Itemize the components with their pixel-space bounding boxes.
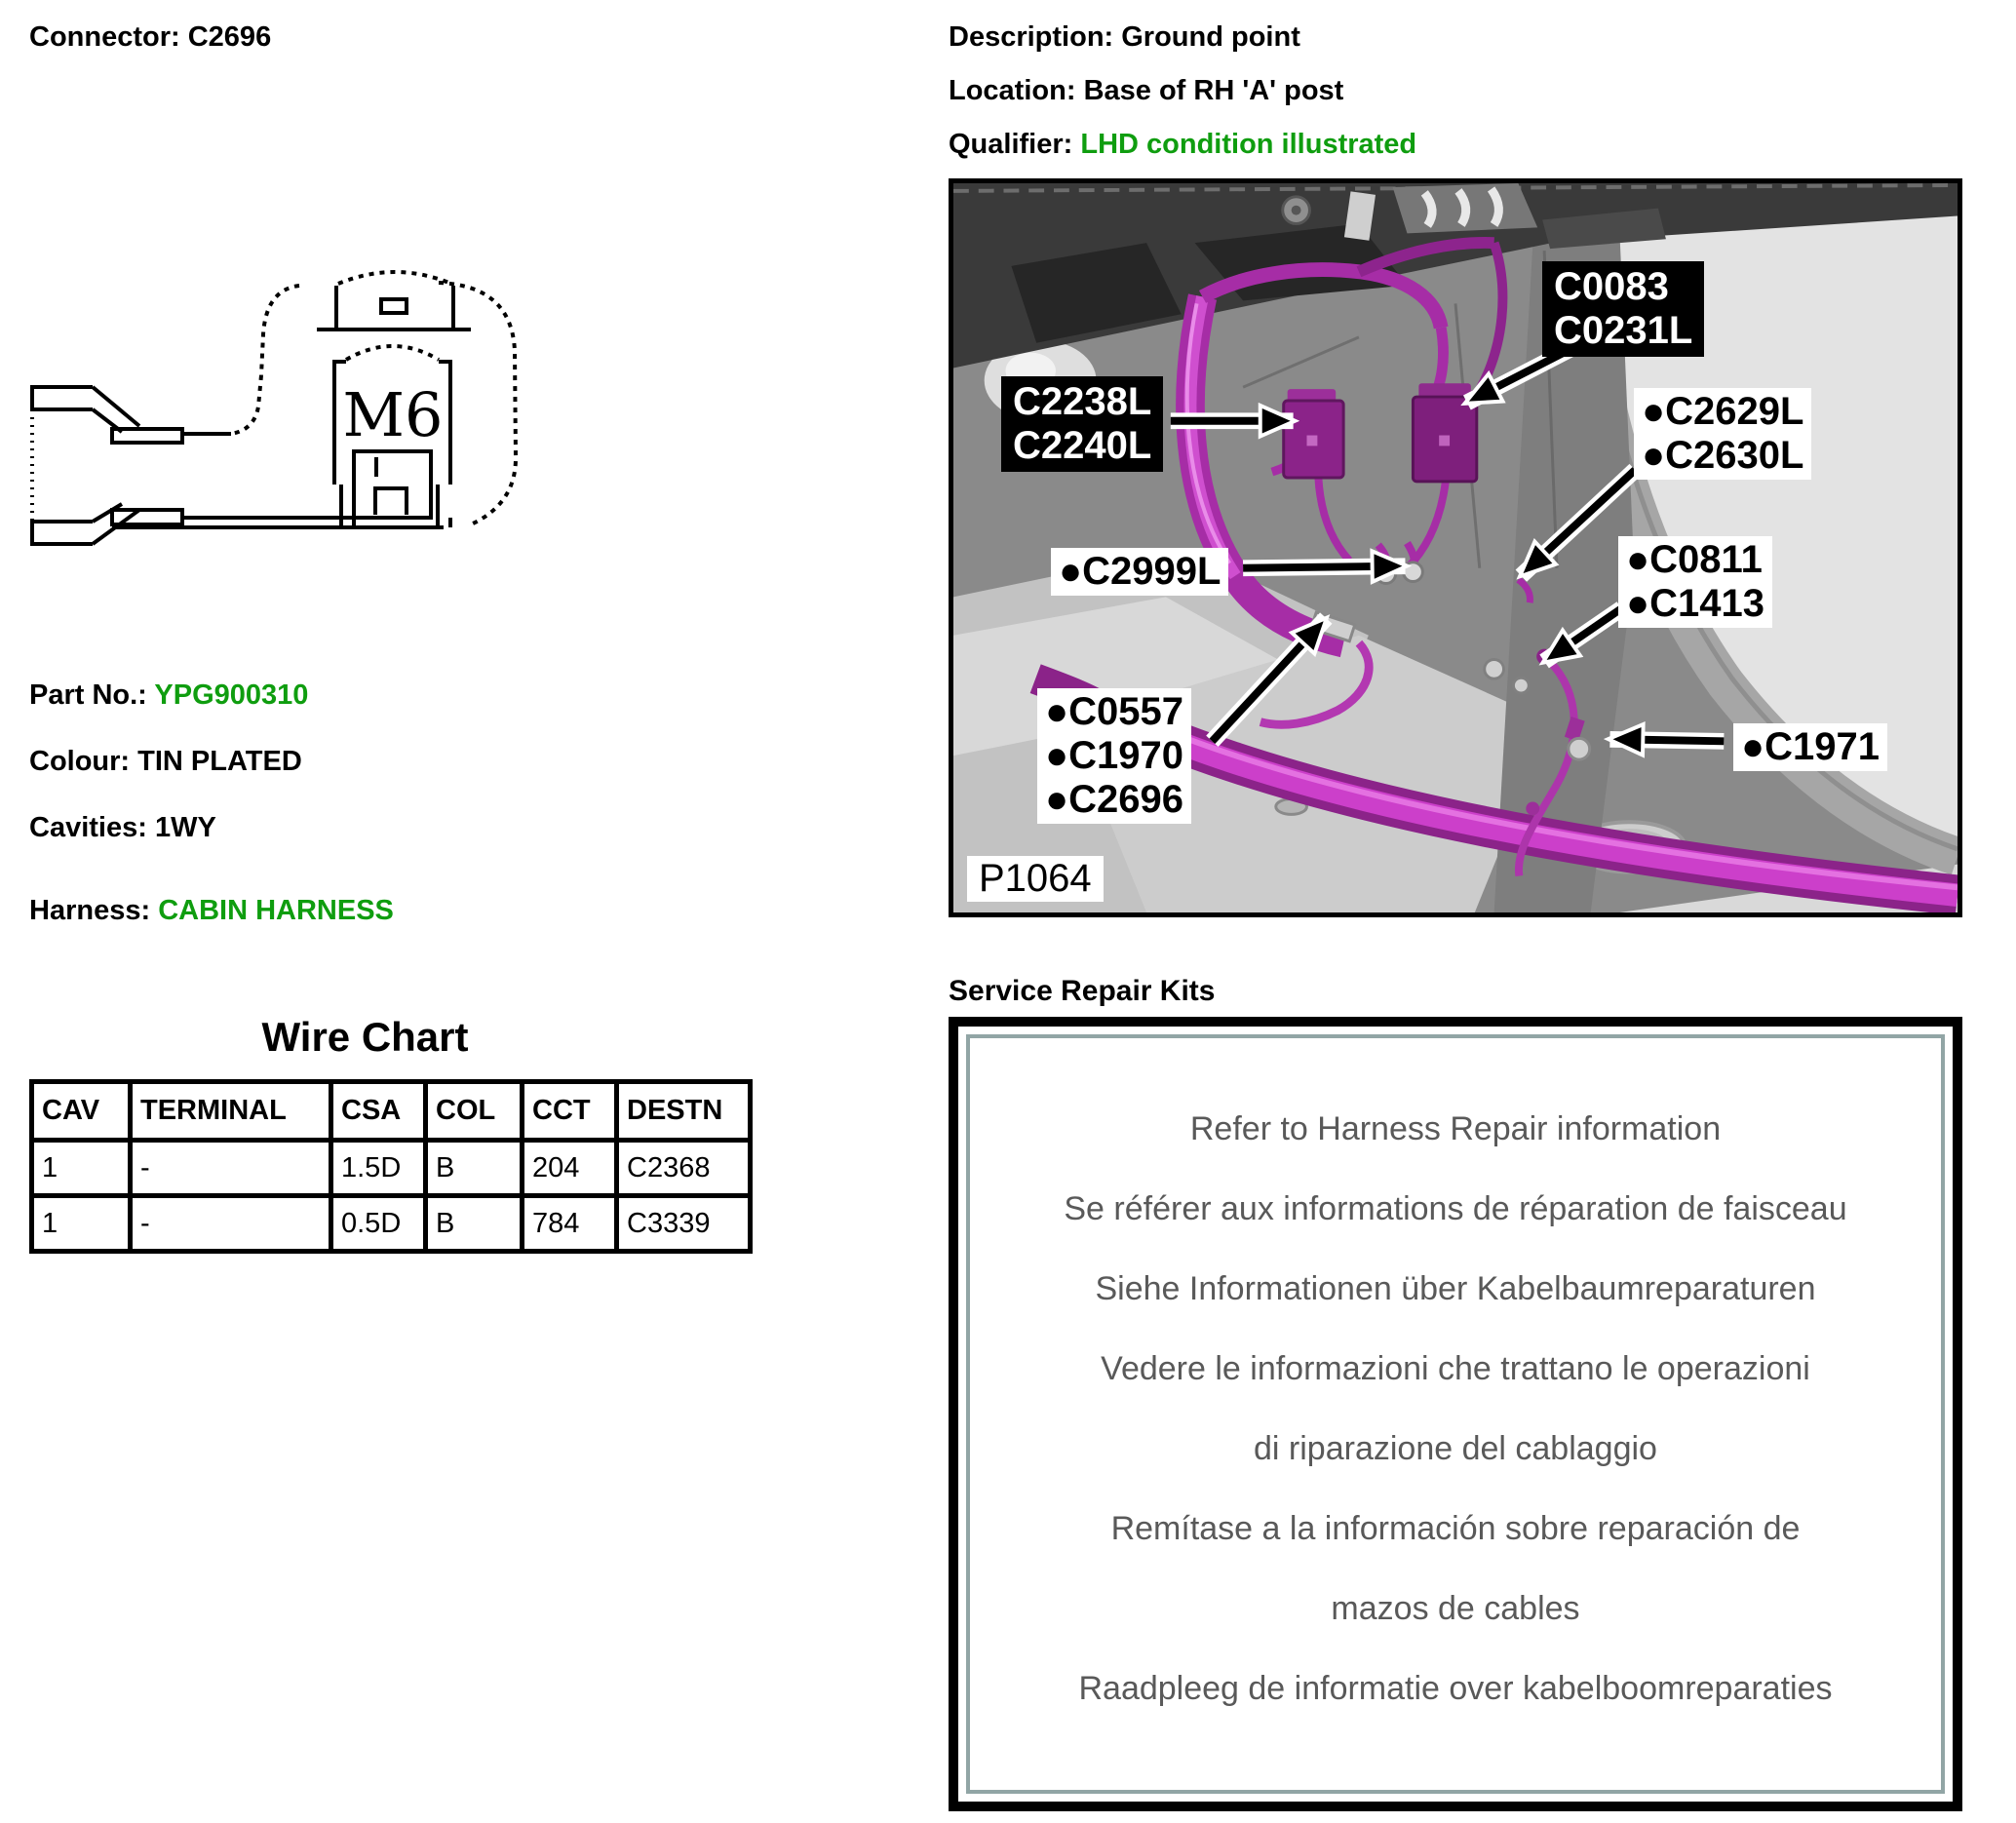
- service-line-es-2: mazos de cables: [1331, 1590, 1580, 1627]
- callout-line: C2238L: [1013, 380, 1152, 423]
- part-no-value: YPG900310: [154, 679, 309, 711]
- cell-destn: C3339: [617, 1196, 751, 1252]
- cell-cct: 784: [523, 1196, 617, 1252]
- callout-line: C2240L: [1013, 424, 1152, 467]
- connector-value: C2696: [187, 21, 272, 53]
- service-line-nl: Raadpleeg de informatie over kabelboomreparaties: [1078, 1670, 1833, 1707]
- callout-c2999l: [1051, 548, 1228, 596]
- callout-c0083-c0231l: [1542, 261, 1704, 357]
- callout-line: ●C1971: [1741, 725, 1880, 768]
- cell-col: B: [426, 1141, 523, 1196]
- cavities-line: [29, 812, 216, 844]
- callout-line: ●C0557: [1045, 690, 1184, 733]
- terminal-drawing-svg: [24, 258, 551, 580]
- col-header-col: COL: [426, 1082, 523, 1141]
- callout-line: ●C2629L: [1642, 390, 1804, 433]
- col-header-destn: DESTN: [617, 1082, 751, 1141]
- cell-terminal: -: [131, 1196, 331, 1252]
- harness-value: CABIN HARNESS: [158, 895, 394, 926]
- cell-cav: 1: [32, 1196, 131, 1252]
- callout-c0811-c1413: [1618, 536, 1772, 628]
- wire-chart-header-row: [32, 1082, 751, 1141]
- part-no-label: Part No.:: [29, 679, 147, 711]
- terminal-drawing: [24, 258, 551, 580]
- qualifier-line: [949, 129, 1416, 161]
- harness-label: Harness:: [29, 895, 151, 926]
- colour-line: [29, 746, 302, 778]
- page-title-connector: [29, 21, 271, 54]
- service-line-it-1: Vedere le informazioni che trattano le operazioni: [1101, 1350, 1810, 1387]
- location-illustration: [949, 178, 1962, 917]
- cell-cav: 1: [32, 1141, 131, 1196]
- wire-chart-row: [32, 1141, 751, 1196]
- service-repair-kits-title: Service Repair Kits: [949, 975, 1216, 1007]
- col-header-cav: CAV: [32, 1082, 131, 1141]
- callout-line: ●C0811: [1626, 538, 1763, 581]
- part-no-line: [29, 679, 308, 712]
- service-line-it-2: di riparazione del cablaggio: [1254, 1430, 1657, 1467]
- cell-destn: C2368: [617, 1141, 751, 1196]
- service-line-de: Siehe Informationen über Kabelbaumreparaturen: [1095, 1270, 1816, 1307]
- callout-c2629l-c2630l: [1634, 388, 1811, 480]
- service-repair-kits-box: [949, 1017, 1962, 1811]
- callout-line: C0083: [1554, 265, 1669, 308]
- callout-c2238l-c2240l: [1001, 376, 1163, 472]
- col-header-terminal: TERMINAL: [131, 1082, 331, 1141]
- callout-line: ●C1413: [1626, 582, 1765, 625]
- callout-c0557-c1970-c2696: [1037, 688, 1191, 824]
- terminal-marking: M6: [342, 379, 444, 450]
- description-label: Description:: [949, 21, 1114, 53]
- service-repair-kits-inner: [966, 1034, 1945, 1794]
- cell-csa: 0.5D: [331, 1196, 426, 1252]
- cell-csa: 1.5D: [331, 1141, 426, 1196]
- qualifier-label: Qualifier:: [949, 129, 1073, 160]
- cell-cct: 204: [523, 1141, 617, 1196]
- harness-line: [29, 895, 394, 927]
- service-line-en: Refer to Harness Repair information: [1189, 1110, 1722, 1147]
- colour-label: Colour:: [29, 746, 131, 777]
- location-line: [949, 75, 1343, 107]
- connector-label: Connector:: [29, 21, 180, 53]
- callout-line: ●C2630L: [1642, 434, 1804, 477]
- cavities-label: Cavities:: [29, 812, 147, 843]
- colour-value: TIN PLATED: [137, 746, 302, 777]
- cell-terminal: -: [131, 1141, 331, 1196]
- col-header-cct: CCT: [523, 1082, 617, 1141]
- description-line: [949, 21, 1300, 54]
- service-line-fr: Se référer aux informations de réparation de faisceau: [1064, 1190, 1847, 1227]
- service-line-es-1: Remítase a la información sobre reparación de: [1110, 1510, 1801, 1547]
- callout-line: ●C1970: [1045, 734, 1184, 777]
- cell-col: B: [426, 1196, 523, 1252]
- figure-id: P1064: [967, 856, 1104, 902]
- callout-line: ●C2696: [1045, 778, 1184, 821]
- callout-line: C0231L: [1554, 309, 1693, 352]
- wire-chart-row: [32, 1196, 751, 1252]
- description-value: Ground point: [1121, 21, 1300, 53]
- qualifier-value: LHD condition illustrated: [1080, 129, 1417, 160]
- cavities-value: 1WY: [154, 812, 216, 843]
- location-value: Base of RH 'A' post: [1083, 75, 1344, 106]
- callout-line: ●C2999L: [1059, 550, 1221, 593]
- location-label: Location:: [949, 75, 1076, 106]
- callout-c1971: [1733, 723, 1887, 771]
- col-header-csa: CSA: [331, 1082, 426, 1141]
- wire-chart-title: Wire Chart: [261, 1014, 469, 1060]
- wire-chart-table: [29, 1079, 753, 1254]
